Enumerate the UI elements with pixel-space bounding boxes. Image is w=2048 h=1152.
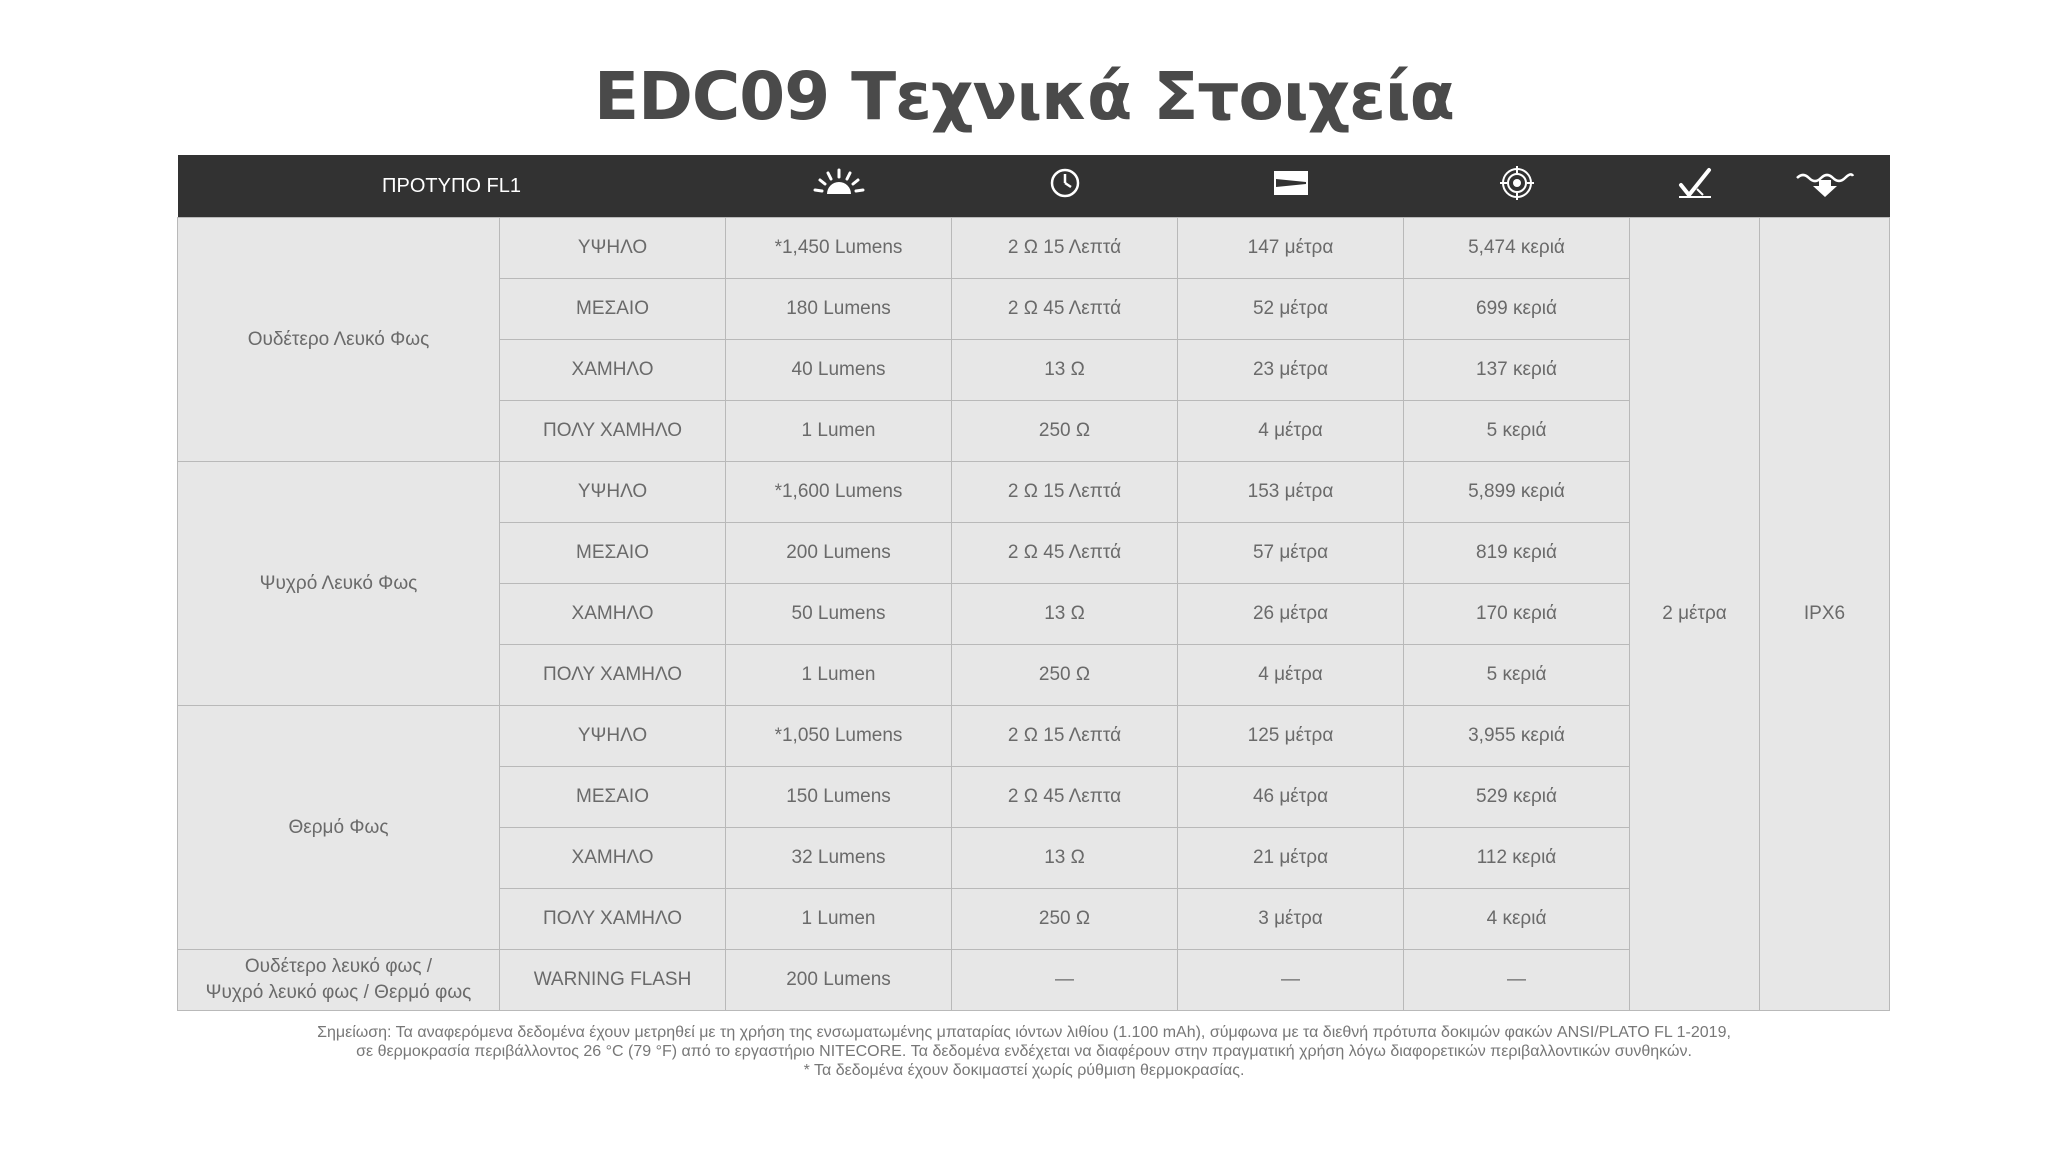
waterproof-icon <box>1795 168 1855 204</box>
mode-cell: ΠΟΛΥ ΧΑΜΗΛΟ <box>500 401 726 462</box>
runtime-cell: 2 Ω 15 Λεπτά <box>952 218 1178 279</box>
runtime-cell: 13 Ω <box>952 340 1178 401</box>
table-header-row <box>178 155 1890 218</box>
distance-cell: 4 μέτρα <box>1178 401 1404 462</box>
footnote-line: * Τα δεδομένα έχουν δοκιμαστεί χωρίς ρύθμιση θερμοκρασίας. <box>803 1062 1245 1079</box>
output-cell: 150 Lumens <box>726 767 952 828</box>
runtime-cell: — <box>952 950 1178 1011</box>
specs-body <box>178 218 1890 1011</box>
output-header <box>726 155 952 218</box>
warning-group-line2: Ψυχρό λευκό φως / Θερμό φως <box>205 982 472 1003</box>
mode-cell: ΧΑΜΗΛΟ <box>500 584 726 645</box>
distance-cell: 4 μέτρα <box>1178 645 1404 706</box>
intensity-cell: 3,955 κεριά <box>1404 706 1630 767</box>
intensity-cell: 529 κεριά <box>1404 767 1630 828</box>
warning-light-group-name <box>178 950 500 1011</box>
output-cell: *1,050 Lumens <box>726 706 952 767</box>
footnote <box>0 1023 2048 1080</box>
intensity-cell: 5,899 κεριά <box>1404 462 1630 523</box>
intensity-cell: 5 κεριά <box>1404 401 1630 462</box>
output-cell: 200 Lumens <box>726 523 952 584</box>
mode-cell: WARNING FLASH <box>500 950 726 1011</box>
intensity-cell: 170 κεριά <box>1404 584 1630 645</box>
distance-cell: 3 μέτρα <box>1178 889 1404 950</box>
output-cell: 180 Lumens <box>726 279 952 340</box>
output-cell: *1,450 Lumens <box>726 218 952 279</box>
output-cell: 1 Lumen <box>726 889 952 950</box>
light-group-name: Θερμό Φως <box>178 706 500 950</box>
mode-cell: ΠΟΛΥ ΧΑΜΗΛΟ <box>500 889 726 950</box>
distance-cell: 57 μέτρα <box>1178 523 1404 584</box>
output-cell: 40 Lumens <box>726 340 952 401</box>
warning-group-line1: Ουδέτερο λευκό φως / <box>244 956 433 977</box>
runtime-cell: 2 Ω 45 Λεπτα <box>952 767 1178 828</box>
mode-cell: ΥΨΗΛΟ <box>500 218 726 279</box>
runtime-cell: 13 Ω <box>952 584 1178 645</box>
output-cell: 200 Lumens <box>726 950 952 1011</box>
intensity-cell: 5 κεριά <box>1404 645 1630 706</box>
runtime-cell: 2 Ω 15 Λεπτά <box>952 706 1178 767</box>
mode-cell: ΠΟΛΥ ΧΑΜΗΛΟ <box>500 645 726 706</box>
light-group-name: Ψυχρό Λευκό Φως <box>178 462 500 706</box>
distance-cell: 52 μέτρα <box>1178 279 1404 340</box>
table-row <box>178 218 1890 279</box>
runtime-clock-icon <box>1049 167 1081 205</box>
output-cell: 32 Lumens <box>726 828 952 889</box>
output-cell: 1 Lumen <box>726 401 952 462</box>
distance-cell: 125 μέτρα <box>1178 706 1404 767</box>
mode-cell: ΜΕΣΑΙΟ <box>500 523 726 584</box>
impact-header <box>1630 155 1760 218</box>
intensity-header <box>1404 155 1630 218</box>
light-group-name: Ουδέτερο Λευκό Φως <box>178 218 500 462</box>
mode-cell: ΥΨΗΛΟ <box>500 462 726 523</box>
intensity-cell: 819 κεριά <box>1404 523 1630 584</box>
output-cell: *1,600 Lumens <box>726 462 952 523</box>
runtime-header <box>952 155 1178 218</box>
runtime-cell: 250 Ω <box>952 645 1178 706</box>
specs-table <box>177 155 1890 1011</box>
distance-cell: 147 μέτρα <box>1178 218 1404 279</box>
distance-cell: 23 μέτρα <box>1178 340 1404 401</box>
mode-cell: ΜΕΣΑΙΟ <box>500 279 726 340</box>
intensity-cell: 112 κεριά <box>1404 828 1630 889</box>
waterproof-rating-value: IPX6 <box>1760 218 1890 1011</box>
runtime-cell: 2 Ω 45 Λεπτά <box>952 523 1178 584</box>
distance-header <box>1178 155 1404 218</box>
beam-distance-icon <box>1273 170 1309 202</box>
runtime-cell: 250 Ω <box>952 401 1178 462</box>
runtime-cell: 2 Ω 45 Λεπτά <box>952 279 1178 340</box>
standard-header: ΠΡΟΤΥΠΟ FL1 <box>178 155 726 218</box>
intensity-cell: 5,474 κεριά <box>1404 218 1630 279</box>
distance-cell: 26 μέτρα <box>1178 584 1404 645</box>
waterproof-header <box>1760 155 1890 218</box>
impact-resistance-icon <box>1677 167 1713 205</box>
page-title: EDC09 Τεχνικά Στοιχεία <box>594 58 1454 135</box>
output-cell: 1 Lumen <box>726 645 952 706</box>
brightness-icon <box>813 168 865 204</box>
mode-cell: ΥΨΗΛΟ <box>500 706 726 767</box>
distance-cell: 21 μέτρα <box>1178 828 1404 889</box>
output-cell: 50 Lumens <box>726 584 952 645</box>
intensity-cell: 4 κεριά <box>1404 889 1630 950</box>
runtime-cell: 2 Ω 15 Λεπτά <box>952 462 1178 523</box>
runtime-cell: 13 Ω <box>952 828 1178 889</box>
footnote-line: σε θερμοκρασία περιβάλλοντος 26 °C (79 °F) από το εργαστήριο NITECORE. Τα δεδομένα ενδέχεται να διαφέρουν στην πραγματική χρήση λόγω διαφορετικών περιβαλλοντικών συνθηκών. <box>356 1043 1692 1060</box>
impact-resistance-value: 2 μέτρα <box>1630 218 1760 1011</box>
mode-cell: ΜΕΣΑΙΟ <box>500 767 726 828</box>
intensity-cell: 137 κεριά <box>1404 340 1630 401</box>
intensity-cell: — <box>1404 950 1630 1011</box>
mode-cell: ΧΑΜΗΛΟ <box>500 828 726 889</box>
peak-intensity-target-icon <box>1499 165 1535 207</box>
runtime-cell: 250 Ω <box>952 889 1178 950</box>
distance-cell: — <box>1178 950 1404 1011</box>
distance-cell: 46 μέτρα <box>1178 767 1404 828</box>
intensity-cell: 699 κεριά <box>1404 279 1630 340</box>
mode-cell: ΧΑΜΗΛΟ <box>500 340 726 401</box>
footnote-line: Σημείωση: Τα αναφερόμενα δεδομένα έχουν μετρηθεί με τη χρήση της ενσωματωμένης μπαταρίας ιόντων λιθίου (1.100 mAh), σύμφωνα με τα διεθνή πρότυπα δοκιμών φακών ANSI/PLATO FL 1-2019, <box>317 1024 1731 1041</box>
distance-cell: 153 μέτρα <box>1178 462 1404 523</box>
